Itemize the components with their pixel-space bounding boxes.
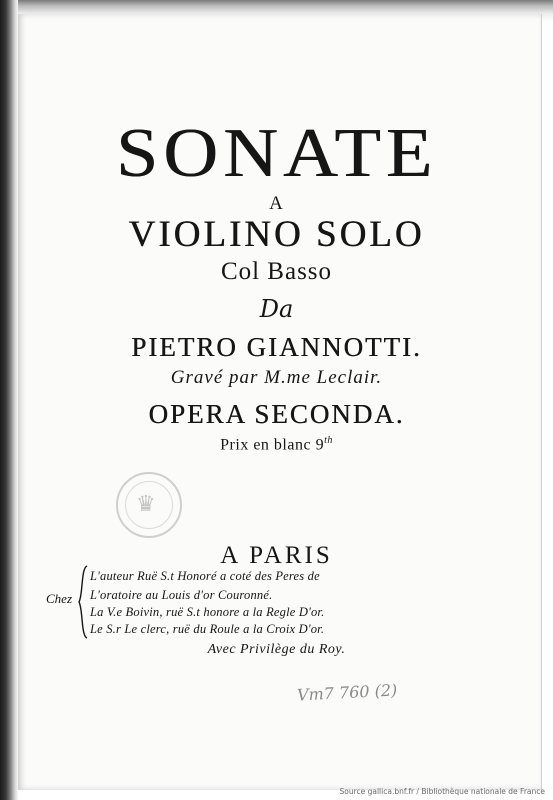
composer-name: PIETRO GIANNOTTI. xyxy=(131,332,422,362)
publication-city: A PARIS xyxy=(220,542,333,569)
address-line: La V.e Boivin, ruë S.t honore a la Regle D'or. xyxy=(90,605,325,619)
page-title: SONATE xyxy=(115,114,438,192)
price-unit: th xyxy=(324,435,333,446)
address-line: L'oratoire au Louis d'or Couronné. xyxy=(90,588,273,602)
preposition-text: A xyxy=(269,193,284,214)
engraver-credit: Gravé par M.me Leclair. xyxy=(170,367,383,388)
royal-privilege: Avec Privilège du Roy. xyxy=(207,642,346,657)
instrument-heading: VIOLINO SOLO xyxy=(128,214,425,255)
by-text: Da xyxy=(259,295,294,323)
library-stamp xyxy=(116,472,182,538)
sellers-label: Chez xyxy=(46,591,72,606)
crown-icon: ♛ xyxy=(136,492,156,517)
opus-number: OPERA SECONDA. xyxy=(148,399,405,429)
address-line: L'auteur Ruë S.t Honoré a coté des Peres de xyxy=(90,569,320,583)
shelfmark-annotation: Vm7 760 (2) xyxy=(296,680,398,705)
source-credit: Source gallica.bnf.fr / Bibliothèque nationale de France xyxy=(339,787,545,796)
price-text: Prix en blanc 9 xyxy=(220,436,325,454)
price-line xyxy=(0,436,553,453)
accompaniment-text: Col Basso xyxy=(220,258,333,285)
address-line: Le S.r Le clerc, ruë du Roule a la Croix D'or. xyxy=(90,622,325,636)
brace-icon xyxy=(78,565,88,639)
